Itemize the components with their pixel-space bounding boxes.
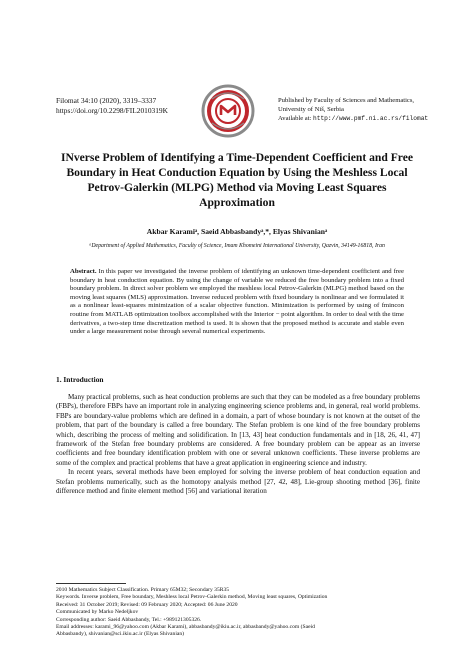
introduction-body xyxy=(56,393,420,496)
title-line: Petrov-Galerkin (MLPG) Method via Moving Least Squares xyxy=(87,181,387,194)
available-label: Available at: xyxy=(278,115,314,122)
author-list: Akbar Karamiᵃ, Saeid Abbasbandyᵃ,*, Elyas Shivanianᵃ xyxy=(146,227,328,236)
abstract-label: Abstract. xyxy=(70,268,97,275)
section-heading: 1. Introduction xyxy=(56,375,104,384)
title-line: INverse Problem of Identifying a Time-Dependent Coefficient and Free xyxy=(60,151,414,164)
footnote-emails: Email addresses: karami_96@yahoo.com (Akbar Karami), abbasbandy@ikiu.ac.ir, abbasbandy@yahoo.com (Saeid xyxy=(56,624,315,631)
footnote-corresponding: Corresponding author: Saeid Abbasbandy, Tel.: +989121305326. xyxy=(56,616,202,623)
footnote-dates: Received: 31 October 2019; Revised: 09 February 2020; Accepted: 06 June 2020 xyxy=(56,601,238,608)
footnote-msc: 2010 Mathematics Subject Classification. Primary 65M32; Secondary 35R35 xyxy=(56,587,230,593)
footnote-keywords: Keywords. Inverse problem, Free boundary, Meshless local Petrov-Galerkin method, Moving least squares, Optimization xyxy=(56,594,328,601)
university-seal-icon xyxy=(201,84,255,138)
footnote-communicated: Communicated by Marko Nedeljkov xyxy=(56,609,139,616)
journal-citation: Filomat 34:10 (2020), 3319–3337 xyxy=(56,96,157,105)
paragraph: Many practical problems, such as heat conduction problems are such that they can be modeled as a free boundary problems (FBPs), therefore FBPs have an important role in analyzing engineering science problems and, in general, real world problems. FBPs are boundary-value problems which are defined in a domain, a part of whose boundary is not known at the outset of the problem, that part of the boundary is called a free boundary. The Stefan problem is one kind of the free boundary problems which, describing the process of melting and solidification. In [13, 43] heat conduction fundamentals and in [18, 26, 41, 47] framework of the Stefan free boundary problems are considered. A free boundary problem can be appear as an inverse coefficients and free boundary identification problem with one or several unknown coefficients. These inverse problems are some of the complex and practical problems that have a great application in engineering science and industry. xyxy=(56,393,420,467)
publisher-info xyxy=(278,96,458,123)
publisher-line-1: Published by Faculty of Sciences and Mathematics, xyxy=(278,97,415,104)
footnotes xyxy=(56,587,420,639)
paper-title xyxy=(40,150,434,210)
title-line: Boundary in Heat Conduction Equation by Using the Meshless Local xyxy=(66,166,408,179)
availability xyxy=(278,114,458,123)
paragraph: In recent years, several methods have been employed for solving the inverse problem of heat conduction equation and Stefan problems numerically, such as the homotopy analysis method [27, 42, 48], Lie-group shooting method [36], finite difference method and finite element method [56] and variational iteration xyxy=(56,468,420,496)
journal-url-link[interactable]: http://www.pmf.ni.ac.rs/filomat xyxy=(313,115,429,122)
footnote-divider xyxy=(56,583,126,584)
footnote-emails-cont: Abbasbandy), shivanian@sci.ikiu.ac.ir (Elyas Shivanian) xyxy=(56,631,185,638)
abstract-text: In this paper we investigated the inverse problem of identifying an unknown time-dependent coefficient and free boundary in heat conduction equation. By using the change of variable we reduced the free boundary problem into a fixed boundary problem. In direct solver problem we employed the meshless local Petrov-Galerkin (MLPG) method based on the moving least squares (MLS) approximation. Inverse reduced problem with fixed boundary is nonlinear and we formulated it as a nonlinear least-squares minimization of a scalar objective function. Minimization is performed by using of fmincon routine from MATLAB optimization toolbox accomplished with the Interior − point algorithm. In order to deal with the time derivatives, a two-step time discretization method is used. It is shown that the proposed method is accurate and stable even under a large measurement noise through several numerical experiments. xyxy=(70,268,404,336)
journal-header xyxy=(56,96,168,116)
publisher-line-2: University of Niš, Serbia xyxy=(278,106,344,113)
title-line: Approximation xyxy=(199,196,275,209)
affiliation: ᵃDepartment of Applied Mathematics, Faculty of Science, Imam Khomeini International University, Qazvin, 34149-16818, Iran xyxy=(89,243,385,249)
doi-link[interactable]: https://doi.org/10.2298/FIL2010319K xyxy=(56,106,168,115)
abstract xyxy=(70,268,404,337)
